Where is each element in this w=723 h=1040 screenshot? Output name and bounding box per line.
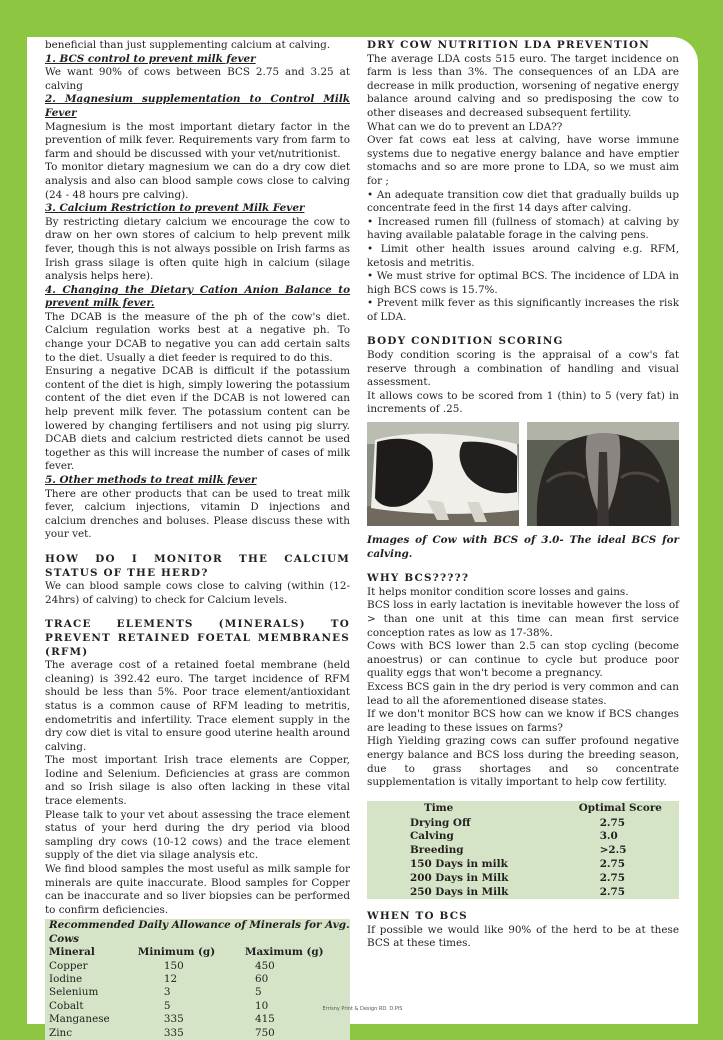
table-cell: 2.75	[599, 816, 626, 829]
table-header: Maximum (g)	[244, 946, 324, 959]
table-row	[367, 817, 679, 831]
paragraph: BCS loss in early lactation is inevitable however the loss of > than one unit at this time can mean first service conception rates as low as 17-38%.	[367, 599, 679, 639]
table-row	[45, 1027, 350, 1040]
section-heading: DRY COW NUTRITION LDA PREVENTION	[367, 39, 650, 51]
left-column	[45, 39, 350, 1040]
paragraph: The average cost of a retained foetal membrane (held cleaning) is 392.42 euro. The target incidence of RFM should be less than 5%. Poor trace element/antioxidant status is a common cause of RFM leading to metritis, endometritis and infertility. Trace element supply in the dry cow diet is vital to ensure good uterine health around calving.	[45, 659, 350, 753]
bullet-item: • We must strive for optimal BCS. The incidence of LDA in high BCS cows is 15.7%.	[367, 270, 679, 296]
table-cell: 450	[254, 959, 275, 972]
cow-photos	[367, 422, 679, 526]
table-cell: 150	[163, 959, 184, 972]
table-cell: 415	[254, 1013, 275, 1026]
table-cell: 5	[254, 986, 262, 999]
cow-photo-side	[367, 422, 519, 526]
bullet-item: • Prevent milk fever as this significantly increases the risk of LDA.	[367, 297, 679, 323]
table-cell: 200 Days in Milk	[410, 871, 509, 884]
table-row	[367, 858, 679, 872]
paragraph: The average LDA costs 515 euro. The target incidence on farm is less than 3%. The consequences of an LDA are decrease in milk production, worsening of negative energy balance around calving and so predisposing the cow to other diseases and decreased subsequent fertility.	[367, 52, 679, 119]
table-cell: Zinc	[49, 1026, 73, 1039]
table-cell: >2.5	[599, 844, 627, 857]
paragraph: High Yielding grazing cows can suffer profound negative energy balance and BCS loss during the breeding season, due to grass shortages and so concentrate supplementation is vitally important to help cow fertility.	[367, 735, 679, 789]
table-row	[45, 960, 350, 973]
paragraph: The most important Irish trace elements are Copper, Iodine and Selenium. Deficiencies at grass are common and so Irish silage is also often lacking in these vital trace elements.	[45, 754, 350, 808]
subheading: 1. BCS control to prevent milk fever	[45, 52, 256, 65]
subheading: 4. Changing the Dietary Cation Anion Balance to prevent milk fever.	[45, 283, 350, 310]
table-row	[45, 986, 350, 999]
table-row	[367, 830, 679, 844]
table-row	[367, 844, 679, 858]
table-cell: Drying Off	[410, 816, 471, 829]
section-heading: BODY CONDITION SCORING	[367, 335, 564, 348]
footer-credit: Errisny Print & Design RD. D.PIS	[322, 1006, 403, 1012]
paragraph: If possible we would like 90% of the herd to be at these BCS at these times.	[367, 923, 679, 950]
table-cell: Manganese	[49, 1013, 110, 1026]
section-heading: WHY BCS?????	[367, 572, 470, 585]
table-header: Optimal Score	[578, 801, 662, 814]
paragraph: Ensuring a negative DCAB is difficult if the potassium content of the diet is high, simply lowering the potassium content of the diet even if the DCAB is not lowered can help prevent milk fever. The potassium content can be lowered by changing fertilisers and not using pig slurry. DCAB diets and calcium restricted diets cannot be used together as this will increase the number of cases of milk fever.	[45, 365, 350, 473]
paragraph: Excess BCS gain in the dry period is very common and can lead to all the aforementioned disease states.	[367, 680, 679, 707]
table-cell: 10	[254, 999, 269, 1012]
table-cell: 2.75	[599, 885, 626, 898]
minerals-table	[45, 919, 350, 1040]
photo-caption: Images of Cow with BCS of 3.0- The ideal BCS for calving.	[367, 534, 679, 560]
subheading: 3. Calcium Restriction to prevent Milk Fever	[45, 202, 305, 215]
paragraph: By restricting dietary calcium we encourage the cow to draw on her own stores of calcium to help prevent milk fever, though this is not always possible on Irish farms as Irish grass silage is often quite high in calcium (silage analysis helps here).	[45, 215, 350, 283]
paragraph: Cows with BCS lower than 2.5 can stop cycling (become anoestrus) or can continue to cycle but produce poor quality eggs that won't become a pregnancy.	[367, 640, 679, 680]
table-header: Time	[424, 801, 454, 814]
table-cell: Breeding	[410, 844, 464, 857]
bcs-table	[367, 801, 679, 900]
paragraph: Body condition scoring is the appraisal of a cow's fat reserve through a combination of handling and visual assessment.	[367, 349, 679, 389]
table-row	[367, 886, 679, 900]
paragraph: Magnesium is the most important dietary factor in the prevention of milk fever. Requirements vary from farm to farm and should be discussed with your vet/nutritionist.	[45, 120, 350, 160]
table-cell: 60	[254, 973, 269, 986]
paragraph: To monitor dietary magnesium we can do a dry cow diet analysis and also can blood sample cows close to calving (24 - 48 hours pre calving).	[45, 161, 350, 201]
table-cell: 2.75	[599, 871, 626, 884]
table-cell: 750	[254, 1026, 275, 1039]
table-cell: 3	[163, 986, 171, 999]
table-header: Mineral	[49, 946, 95, 959]
table-cell: 3.0	[599, 830, 618, 843]
table-row	[45, 973, 350, 986]
table-cell: 2.75	[599, 857, 626, 870]
paragraph: Over fat cows eat less at calving, have worse immune systems due to negative energy balance and have emptier stomachs and so are more prone to LDA, so we must aim for ;	[367, 134, 679, 187]
section-heading: HOW DO I MONITOR THE CALCIUM STATUS OF THE HERD?	[45, 552, 350, 579]
subheading: 5. Other methods to treat milk fever	[45, 474, 257, 486]
paragraph: beneficial than just supplementing calcium at calving.	[45, 39, 331, 51]
bullet-item: • Increased rumen fill (fullness of stomach) at calving by having available palatable forage in the calving pens.	[367, 215, 679, 242]
table-caption: Recommended Daily Allowance of Minerals for Avg. Cows	[49, 919, 350, 945]
table-row	[367, 872, 679, 886]
cow-photo-rear	[527, 422, 679, 526]
table-row	[45, 1013, 350, 1026]
table-cell: 335	[163, 1026, 184, 1039]
table-cell: Cobalt	[49, 999, 84, 1012]
table-cell: Iodine	[49, 973, 83, 986]
page-sheet	[27, 37, 698, 1039]
table-cell: 150 Days in milk	[410, 857, 508, 870]
section-heading: WHEN TO BCS	[367, 910, 468, 923]
paragraph: If we don't monitor BCS how can we know if BCS changes are leading to these issues on farms?	[367, 708, 679, 734]
paragraph: The DCAB is the measure of the ph of the cow's diet. Calcium regulation works best at a negative ph. To change your DCAB to negative you can add certain salts to the diet. Usually a diet feeder is required to do this.	[45, 310, 350, 364]
paragraph: Please talk to your vet about assessing the trace element status of your herd during the dry period via blood sampling dry cows (10-12 cows) and the trace element supply of the diet via silage analysis etc.	[45, 808, 350, 862]
table-cell: 5	[163, 999, 171, 1012]
paragraph: It helps monitor condition score losses and gains.	[367, 585, 629, 598]
bullet-item: • An adequate transition cow diet that gradually builds up concentrate feed in the first 14 days after calving.	[367, 188, 679, 215]
bullet-item: • Limit other health issues around calving e.g. RFM, ketosis and metritis.	[367, 242, 679, 269]
section-heading: TRACE ELEMENTS (MINERALS) TO PREVENT RETAINED FOETAL MEMBRANES (RFM)	[45, 618, 350, 658]
paragraph: It allows cows to be scored from 1 (thin) to 5 (very fat) in increments of .25.	[367, 389, 679, 416]
subheading: 2. Magnesium supplementation to Control Milk Fever	[45, 93, 350, 119]
paragraph: There are other products that can be used to treat milk fever, calcium injections, vitamin D injections and calcium drenches and boluses. Please discuss these with your vet.	[45, 487, 350, 541]
table-cell: Copper	[49, 959, 88, 972]
paragraph: What can we do to prevent an LDA??	[367, 120, 563, 133]
paragraph: We want 90% of cows between BCS 2.75 and 3.25 at calving	[45, 66, 350, 92]
right-column	[367, 39, 679, 951]
table-cell: Selenium	[49, 986, 99, 999]
paragraph: We can blood sample cows close to calving (within (12-24hrs) of calving) to check for Calcium levels.	[45, 580, 350, 606]
table-cell: 12	[163, 973, 178, 986]
table-cell: Calving	[410, 830, 454, 843]
table-header: Minimum (g)	[137, 946, 216, 959]
table-cell: 335	[163, 1013, 184, 1026]
table-cell: 250 Days in Milk	[410, 885, 509, 898]
paragraph: We find blood samples the most useful as milk sample for minerals are quite inaccurate. Blood samples for Copper can be inaccurate and so liver biopsies can be performed to confirm deficiencies.	[45, 863, 350, 916]
